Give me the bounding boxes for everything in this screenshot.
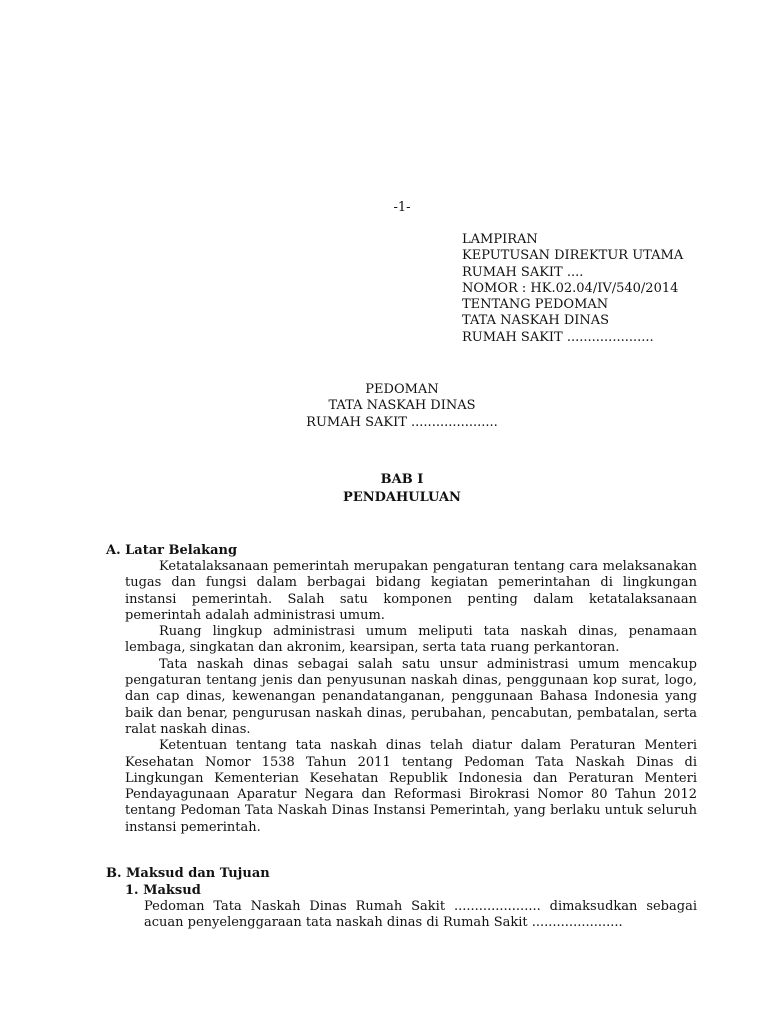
document-title [0,382,768,431]
title-line: TATA NASKAH DINAS [328,398,476,414]
lampiran-line: RUMAH SAKIT .... [462,264,584,280]
title-line: PEDOMAN [365,382,439,397]
chapter-name: PENDAHULUAN [343,489,461,505]
section-b-heading: B. Maksud dan Tujuan [106,866,270,881]
lampiran-line: TENTANG PEDOMAN [462,297,609,313]
title-line: RUMAH SAKIT ..................... [306,414,498,430]
paragraph: Ketentuan tentang tata naskah dinas telah diatur dalam Peraturan Menteri Kesehatan Nomor 1538 Tahun 2011 tentang Pedoman Tata Naskah Dinas di Lingkungan Kementerian Kesehatan Republik Indonesia dan Peraturan Menteri Pendayagunaan Aparatur Negara dan Reformasi Birokrasi Nomor 80 Tahun 2012 tentang Pedoman Tata Naskah Dinas Instansi Pemerintah, yang berlaku untuk seluruh instansi pemerintah. [125,738,697,835]
lampiran-line: LAMPIRAN [462,232,538,247]
chapter-heading [0,471,768,506]
lampiran-line: TATA NASKAH DINAS [462,313,610,329]
lampiran-line: RUMAH SAKIT ..................... [462,329,654,345]
section-a-body [125,559,697,836]
lampiran-block [462,232,683,346]
subsection-1-body [144,899,697,932]
section-a-heading: A. Latar Belakang [106,543,238,558]
paragraph: Tata naskah dinas sebagai salah satu unsur administrasi umum mencakup pengaturan tentang jenis dan penyusunan naskah dinas, penggunaan kop surat, logo, dan cap dinas, kewenangan penandatanganan, penggunaan Bahasa Indonesia yang baik dan benar, pengurusan naskah dinas, perubahan, pencabutan, pembatalan, serta ralat naskah dinas. [125,656,697,737]
subsection-1-heading: 1. Maksud [125,883,201,898]
paragraph: Ketatalaksanaan pemerintah merupakan pengaturan tentang cara melaksanakan tugas dan fungsi dalam berbagai bidang kegiatan pemerintahan di lingkungan instansi pemerintah. Salah satu komponen penting dalam ketatalaksanaan pemerintah adalah administrasi umum. [125,559,697,623]
page-number: -1- [393,200,411,215]
paragraph: Pedoman Tata Naskah Dinas Rumah Sakit ..................... dimaksudkan sebagai acuan penyelenggaraan tata naskah dinas di Rumah Sakit ...................... [144,899,697,931]
paragraph: Ruang lingkup administrasi umum meliputi tata naskah dinas, penamaan lembaga, singkatan dan akronim, kearsipan, serta tata ruang perkantoran. [125,624,697,656]
lampiran-line: KEPUTUSAN DIREKTUR UTAMA [462,248,684,264]
chapter-number: BAB I [380,472,424,487]
lampiran-line: NOMOR : HK.02.04/IV/540/2014 [462,280,679,296]
